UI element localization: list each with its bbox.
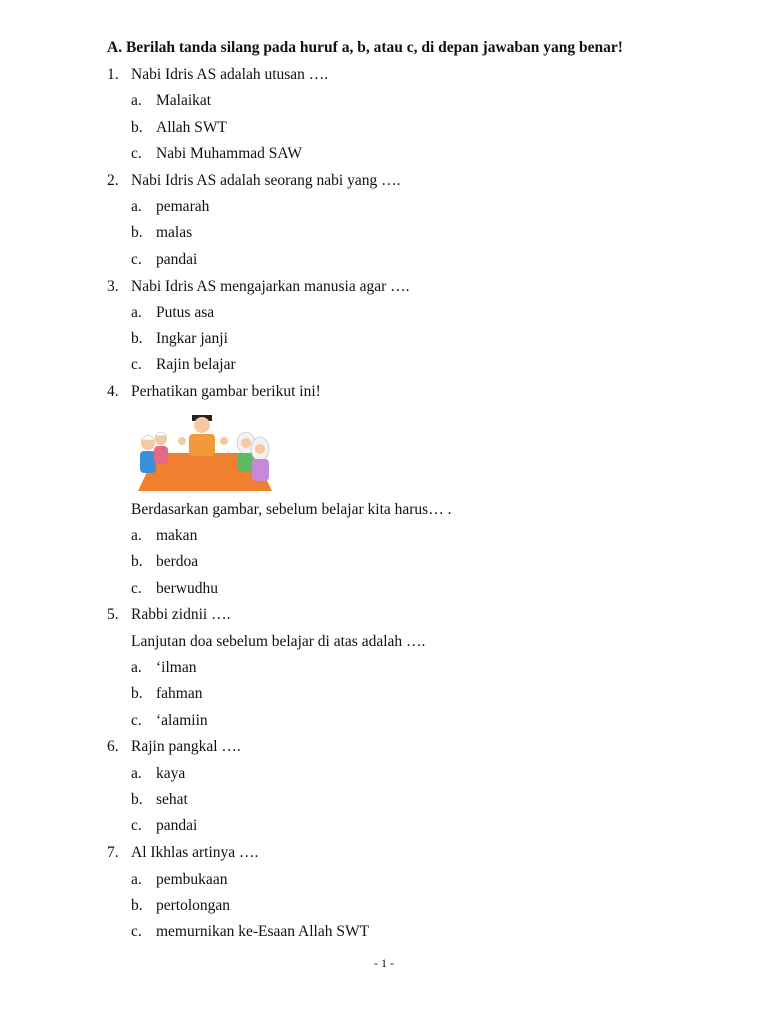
option-text: berwudhu: [156, 580, 218, 597]
option-text: makan: [156, 527, 198, 544]
option-label: a.: [131, 659, 142, 676]
question-text: Nabi Idris AS adalah seorang nabi yang ….: [131, 172, 401, 189]
instruction-heading: A. Berilah tanda silang pada huruf a, b, atau c, di depan jawaban yang benar!: [107, 39, 623, 56]
teacher-hand-left: [178, 437, 186, 445]
question-number: 4.: [107, 383, 119, 400]
option-label: b.: [131, 553, 143, 570]
question-text: Rabbi zidnii ….: [131, 606, 231, 623]
option-label: b.: [131, 119, 143, 136]
option-text: ‘ilman: [156, 659, 197, 676]
subtext: Lanjutan doa sebelum belajar di atas adalah ….: [131, 633, 426, 650]
page-number: - 1 -: [374, 956, 394, 970]
girl1-face: [241, 438, 251, 448]
option-text: pembukaan: [156, 871, 228, 888]
option-label: a.: [131, 92, 142, 109]
girl1-dress: [237, 453, 253, 471]
question-number: 7.: [107, 844, 119, 861]
option-text: Ingkar janji: [156, 330, 228, 347]
option-label: a.: [131, 871, 142, 888]
teacher-hand-right: [220, 437, 228, 445]
option-text: pandai: [156, 817, 198, 834]
option-label: a.: [131, 304, 142, 321]
boy1-cap: [141, 436, 155, 441]
option-label: b.: [131, 897, 143, 914]
girl2-dress: [252, 459, 269, 481]
question-number: 2.: [107, 172, 119, 189]
option-label: c.: [131, 251, 142, 268]
subtext: Berdasarkan gambar, sebelum belajar kita harus… .: [131, 501, 452, 518]
option-label: c.: [131, 817, 142, 834]
option-text: Malaikat: [156, 92, 212, 109]
option-label: b.: [131, 224, 143, 241]
option-label: c.: [131, 923, 142, 940]
option-text: pertolongan: [156, 897, 231, 914]
boy1-shirt: [140, 451, 156, 473]
option-text: pandai: [156, 251, 198, 268]
option-label: c.: [131, 356, 142, 373]
option-text: memurnikan ke-Esaan Allah SWT: [156, 923, 370, 940]
option-label: b.: [131, 791, 143, 808]
option-label: a.: [131, 527, 142, 544]
question-text: Nabi Idris AS mengajarkan manusia agar ….: [131, 278, 410, 295]
option-text: ‘alamiin: [156, 712, 208, 729]
option-label: a.: [131, 198, 142, 215]
question-number: 1.: [107, 66, 119, 83]
question-text: Rajin pangkal ….: [131, 738, 241, 755]
option-text: Nabi Muhammad SAW: [156, 145, 302, 162]
teacher-shirt: [189, 434, 215, 456]
option-text: malas: [156, 224, 193, 241]
boy2-shirt: [154, 446, 168, 464]
girl2-face: [255, 444, 265, 454]
question-number: 3.: [107, 278, 119, 295]
option-text: Putus asa: [156, 304, 215, 321]
option-label: b.: [131, 330, 143, 347]
option-text: pemarah: [156, 198, 210, 215]
question-number: 5.: [107, 606, 119, 623]
boy2-cap: [155, 432, 167, 436]
option-label: c.: [131, 580, 142, 597]
option-label: a.: [131, 765, 142, 782]
option-text: Allah SWT: [156, 119, 228, 136]
option-text: kaya: [156, 765, 186, 782]
option-text: sehat: [156, 791, 188, 808]
question-text: Al Ikhlas artinya ….: [131, 844, 259, 861]
option-label: c.: [131, 712, 142, 729]
option-label: c.: [131, 145, 142, 162]
option-text: fahman: [156, 685, 203, 702]
question-text: Perhatikan gambar berikut ini!: [131, 383, 321, 400]
option-text: berdoa: [156, 553, 199, 570]
option-text: Rajin belajar: [156, 356, 236, 373]
question-number: 6.: [107, 738, 119, 755]
option-label: b.: [131, 685, 143, 702]
praying-children-illustration: [134, 409, 272, 491]
teacher-head: [194, 417, 210, 433]
question-text: Nabi Idris AS adalah utusan ….: [131, 66, 329, 83]
